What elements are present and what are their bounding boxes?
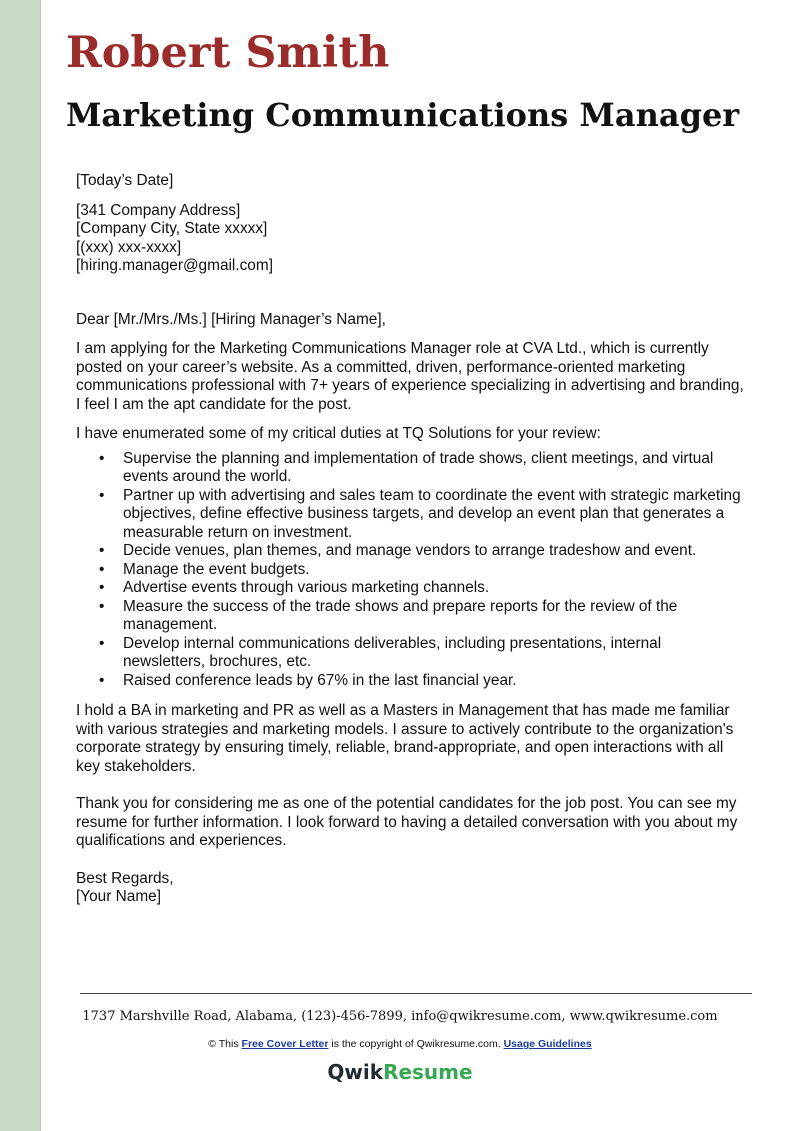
- duties-intro: I have enumerated some of my critical duties at TQ Solutions for your review:: [76, 425, 601, 442]
- decorative-sidebar-stripe: [0, 0, 41, 1131]
- copyright-notice: [0, 1038, 800, 1050]
- bullet-icon: •: [99, 542, 105, 559]
- salutation: Dear [Mr./Mrs./Ms.] [Hiring Manager’s Name],: [76, 310, 386, 328]
- address-line: [Company City, State xxxxx]: [76, 220, 268, 237]
- bullet-icon: •: [99, 486, 105, 504]
- list-item: [99, 560, 746, 580]
- duty-text: Measure the success of the trade shows and prepare reports for the review of the management.: [123, 597, 678, 633]
- usage-guidelines-link[interactable]: Usage Guidelines: [503, 1038, 592, 1050]
- date-line: [Today’s Date]: [76, 172, 174, 189]
- copyright-middle: is the copyright of Qwikresume.com.: [331, 1038, 501, 1050]
- qwikresume-logo: [0, 1060, 800, 1084]
- sign-off: Best Regards,: [76, 869, 174, 887]
- copyright-prefix: © This: [208, 1038, 239, 1050]
- duty-text: Partner up with advertising and sales team to coordinate the event with strategic marketing objectives, define effective business targets, and develop an event plan that generates a measurable return on investment.: [123, 486, 741, 541]
- letter-body: [76, 172, 746, 907]
- recipient-address: [76, 202, 746, 276]
- bullet-icon: •: [99, 449, 105, 467]
- bullet-icon: •: [99, 560, 105, 578]
- list-item: [99, 486, 746, 543]
- duties-list: [76, 450, 746, 691]
- list-item: [99, 579, 746, 598]
- list-item: [99, 634, 746, 672]
- opening-paragraph: I am applying for the Marketing Communications Manager role at CVA Ltd., which is currently posted on your career’s website. As a committed, driven, performance-oriented marketing communications professional with 7+ years of experience specializing in advertising and branding, I feel I am the apt candidate for the post.: [76, 340, 744, 413]
- address-line: [(xxx) xxx-xxxx]: [76, 238, 182, 256]
- list-item: [99, 597, 746, 635]
- education-paragraph: I hold a BA in marketing and PR as well as a Masters in Management that has made me familiar with various strategies and marketing models. I assure to actively contribute to the organization's corporate strategy by ensuring timely, reliable, brand-appropriate, and open interactions with all key stakeholders.: [76, 702, 734, 775]
- bullet-icon: •: [99, 597, 105, 615]
- list-item: [99, 542, 746, 561]
- duty-text: Raised conference leads by 67% in the last financial year.: [123, 671, 517, 689]
- signature-name: [Your Name]: [76, 888, 161, 905]
- logo-qwik: Qwik: [327, 1060, 384, 1084]
- duty-text: Manage the event budgets.: [123, 560, 310, 578]
- duty-text: Decide venues, plan themes, and manage vendors to arrange tradeshow and event.: [123, 542, 697, 559]
- list-item: [99, 671, 746, 691]
- free-cover-letter-link[interactable]: Free Cover Letter: [241, 1038, 329, 1050]
- bullet-icon: •: [99, 579, 105, 596]
- duty-text: Develop internal communications deliverables, including presentations, internal newsletters, brochures, etc.: [123, 634, 662, 670]
- logo-resume: Resume: [383, 1060, 473, 1084]
- bullet-icon: •: [99, 671, 105, 689]
- job-title: Marketing Communications Manager: [66, 96, 740, 134]
- duty-text: Supervise the planning and implementation of trade shows, client meetings, and virtual events around the world.: [123, 449, 714, 485]
- footer-contact-info: 1737 Marshville Road, Alabama, (123)-456-7899, info@qwikresume.com, www.qwikresume.com: [82, 1009, 718, 1024]
- duty-text: Advertise events through various marketing channels.: [123, 579, 490, 596]
- closing-paragraph: Thank you for considering me as one of the potential candidates for the job post. You can see my resume for further information. I look forward to having a detailed conversation with you about my qualifications and experiences.: [76, 795, 738, 849]
- address-line: [hiring.manager@gmail.com]: [76, 257, 273, 274]
- bullet-icon: •: [99, 634, 105, 652]
- applicant-name: Robert Smith: [66, 28, 390, 78]
- list-item: [99, 449, 746, 487]
- address-line: [341 Company Address]: [76, 201, 241, 219]
- footer-divider: [80, 993, 752, 994]
